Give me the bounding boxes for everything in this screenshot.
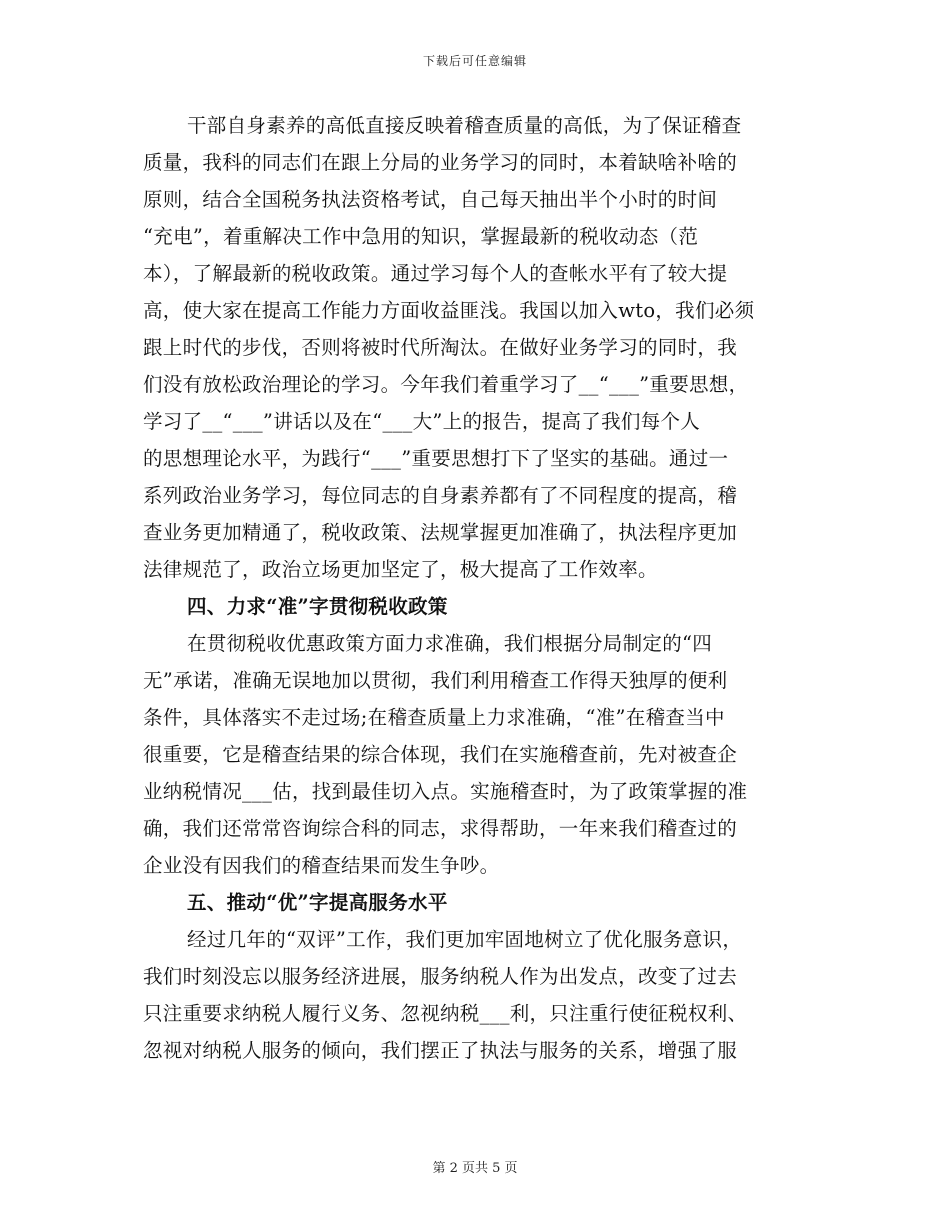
page-header: 下载后可任意编辑 bbox=[422, 54, 527, 68]
section-heading: 四、力求“准”字贯彻税收政策 bbox=[187, 595, 448, 618]
paragraph-line: “充电”，着重解决工作中急用的知识，掌握最新的税收动态（范 bbox=[143, 225, 699, 248]
page-footer: 第 2 页共 5 页 bbox=[432, 1161, 518, 1176]
paragraph-line: 质量，我科的同志们在跟上分局的业务学习的同时，本着缺啥补啥的 bbox=[143, 151, 738, 174]
paragraph-line: 的思想理论水平，为践行“___”重要思想打下了坚实的基础。通过一 bbox=[143, 447, 729, 470]
document-body bbox=[143, 107, 815, 1069]
paragraph-line: 系列政治业务学习，每位同志的自身素养都有了不同程度的提高，稽 bbox=[143, 484, 738, 507]
paragraph-line: 们没有放松政治理论的学习。今年我们着重学习了__“___”重要思想， bbox=[143, 373, 749, 396]
paragraph-line: 无”承诺，准确无误地加以贯彻，我们利用稽查工作得天独厚的便利 bbox=[143, 669, 728, 692]
section-heading: 五、推动“优”字提高服务水平 bbox=[187, 891, 448, 914]
paragraph-line: 确，我们还常常咨询综合科的同志，求得帮助，一年来我们稽查过的 bbox=[143, 817, 738, 840]
paragraph-line: 条件，具体落实不走过场;在稽查质量上力求准确，“准”在稽查当中 bbox=[143, 706, 725, 729]
paragraph-line: 原则，结合全国税务执法资格考试，自己每天抽出半个小时的时间 bbox=[143, 188, 718, 211]
paragraph-line: 企业没有因我们的稽查结果而发生争吵。 bbox=[143, 854, 500, 877]
paragraph-line: 忽视对纳税人服务的倾向，我们摆正了执法与服务的关系，增强了服 bbox=[143, 1039, 738, 1062]
paragraph-line: 我们时刻没忘以服务经济进展，服务纳税人作为出发点，改变了过去 bbox=[143, 965, 738, 988]
paragraph-line: 在贯彻税收优惠政策方面力求准确，我们根据分局制定的“四 bbox=[187, 632, 713, 655]
paragraph-line: 跟上时代的步伐，否则将被时代所淘汰。在做好业务学习的同时，我 bbox=[143, 336, 738, 359]
paragraph-line: 查业务更加精通了，税收政策、法规掌握更加准确了，执法程序更加 bbox=[143, 521, 738, 544]
paragraph-line: 学习了__“___”讲话以及在“___大”上的报告，提高了我们每个人 bbox=[143, 410, 701, 433]
paragraph-line: 经过几年的“双评”工作，我们更加牢固地树立了优化服务意识， bbox=[187, 928, 743, 951]
paragraph-line: 很重要，它是稽查结果的综合体现，我们在实施稽查前，先对被查企 bbox=[143, 743, 738, 766]
paragraph-line: 本），了解最新的税收政策。通过学习每个人的查帐水平有了较大提 bbox=[143, 262, 728, 285]
paragraph-line: 干部自身素养的高低直接反映着稽查质量的高低，为了保证稽查 bbox=[187, 114, 742, 137]
paragraph-line: 高，使大家在提高工作能力方面收益匪浅。我国以加入wto，我们必须 bbox=[143, 299, 755, 322]
paragraph-line: 只注重要求纳税人履行义务、忽视纳税___利，只注重行使征税权利、 bbox=[143, 1002, 748, 1025]
paragraph-line: 法律规范了，政治立场更加坚定了，极大提高了工作效率。 bbox=[143, 558, 658, 581]
paragraph-line: 业纳税情况___估，找到最佳切入点。实施稽查时，为了政策掌握的准 bbox=[143, 780, 748, 803]
